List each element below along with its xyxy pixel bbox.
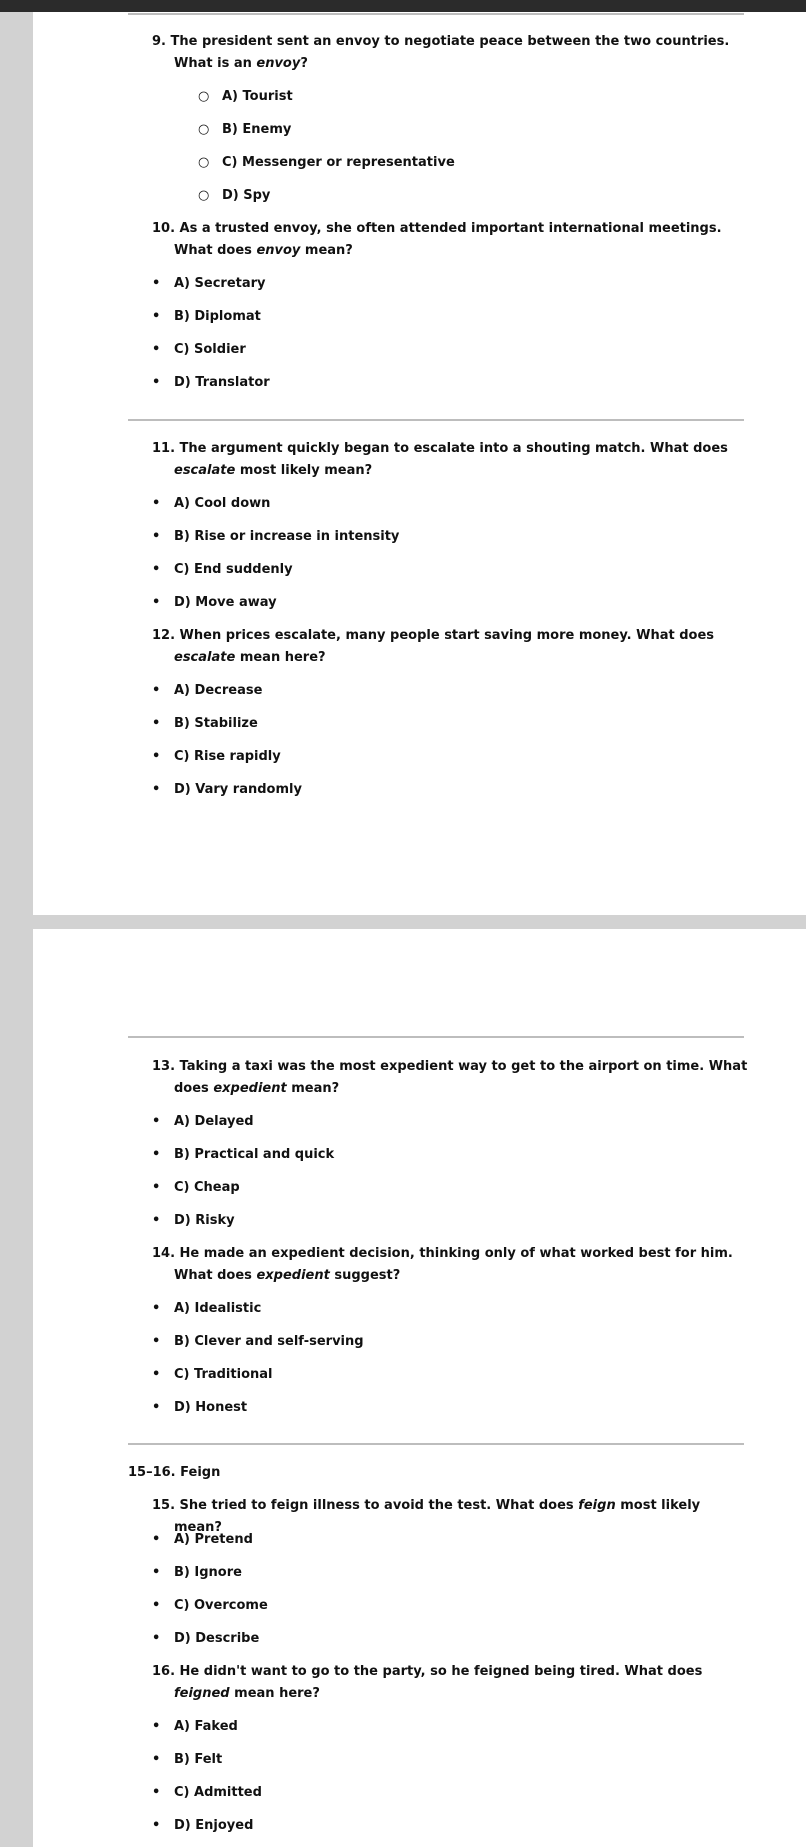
section-heading: 15–16. Feign: [128, 1465, 221, 1480]
option-15b[interactable]: B) Ignore: [174, 1565, 242, 1580]
option-10a[interactable]: A) Secretary: [174, 276, 266, 291]
disc-bullet-icon: •: [152, 1114, 161, 1129]
option-9d[interactable]: D) Spy: [222, 188, 271, 203]
question-13: 13. Taking a taxi was the most expedient way to get to the airport on time. What does expedient mean?: [152, 1059, 748, 1096]
disc-bullet-icon: •: [152, 1334, 161, 1349]
option-9c[interactable]: C) Messenger or representative: [222, 155, 455, 170]
question-14: 14. He made an expedient decision, thinking only of what worked best for him. What does expedient suggest?: [152, 1246, 733, 1283]
option-12a[interactable]: A) Decrease: [174, 683, 263, 698]
divider: [128, 1036, 744, 1038]
disc-bullet-icon: •: [152, 1213, 161, 1228]
disc-bullet-icon: •: [152, 1147, 161, 1162]
disc-bullet-icon: •: [152, 309, 161, 324]
question-9: 9. The president sent an envoy to negotiate peace between the two countries. What is an envoy?: [152, 34, 730, 71]
option-14a[interactable]: A) Idealistic: [174, 1301, 262, 1316]
option-14d[interactable]: D) Honest: [174, 1400, 248, 1415]
option-13d[interactable]: D) Risky: [174, 1213, 235, 1228]
option-16d[interactable]: D) Enjoyed: [174, 1818, 254, 1833]
disc-bullet-icon: •: [152, 1785, 161, 1800]
window-top-bar: [0, 0, 806, 12]
option-12d[interactable]: D) Vary randomly: [174, 782, 302, 797]
option-10b[interactable]: B) Diplomat: [174, 309, 261, 324]
question-16: 16. He didn't want to go to the party, so he feigned being tired. What does feigned mean here?: [152, 1664, 703, 1701]
disc-bullet-icon: •: [152, 1598, 161, 1613]
option-10d[interactable]: D) Translator: [174, 375, 270, 390]
option-9b[interactable]: B) Enemy: [222, 122, 292, 137]
question-12: 12. When prices escalate, many people start saving more money. What does escalate mean here?: [152, 628, 715, 665]
option-16a[interactable]: A) Faked: [174, 1719, 238, 1734]
circle-bullet-icon: ○: [198, 89, 210, 104]
circle-bullet-icon: ○: [198, 155, 210, 170]
disc-bullet-icon: •: [152, 1367, 161, 1382]
option-10c[interactable]: C) Soldier: [174, 342, 246, 357]
option-11c[interactable]: C) End suddenly: [174, 562, 293, 577]
option-15d[interactable]: D) Describe: [174, 1631, 260, 1646]
question-11: 11. The argument quickly began to escalate into a shouting match. What does escalate most likely mean?: [152, 441, 728, 478]
option-15c[interactable]: C) Overcome: [174, 1598, 268, 1613]
disc-bullet-icon: •: [152, 342, 161, 357]
divider: [128, 1443, 744, 1445]
disc-bullet-icon: •: [152, 529, 161, 544]
divider: [128, 13, 744, 15]
disc-bullet-icon: •: [152, 1818, 161, 1833]
question-15: 15. She tried to feign illness to avoid the test. What does feign most likely mean?: [152, 1498, 701, 1535]
disc-bullet-icon: •: [152, 716, 161, 731]
option-13b[interactable]: B) Practical and quick: [174, 1147, 335, 1162]
disc-bullet-icon: •: [152, 1180, 161, 1195]
disc-bullet-icon: •: [152, 782, 161, 797]
question-10: 10. As a trusted envoy, she often attended important international meetings. What does envoy mean?: [152, 221, 722, 258]
option-11d[interactable]: D) Move away: [174, 595, 277, 610]
option-9a[interactable]: A) Tourist: [222, 89, 293, 104]
disc-bullet-icon: •: [152, 1752, 161, 1767]
option-13c[interactable]: C) Cheap: [174, 1180, 240, 1195]
option-16b[interactable]: B) Felt: [174, 1752, 223, 1767]
option-11b[interactable]: B) Rise or increase in intensity: [174, 529, 400, 544]
disc-bullet-icon: •: [152, 375, 161, 390]
option-11a[interactable]: A) Cool down: [174, 496, 271, 511]
divider: [128, 419, 744, 421]
disc-bullet-icon: •: [152, 683, 161, 698]
circle-bullet-icon: ○: [198, 188, 210, 203]
option-14b[interactable]: B) Clever and self-serving: [174, 1334, 364, 1349]
disc-bullet-icon: •: [152, 562, 161, 577]
option-13a[interactable]: A) Delayed: [174, 1114, 254, 1129]
disc-bullet-icon: •: [152, 1532, 161, 1547]
circle-bullet-icon: ○: [198, 122, 210, 137]
option-12c[interactable]: C) Rise rapidly: [174, 749, 281, 764]
disc-bullet-icon: •: [152, 496, 161, 511]
disc-bullet-icon: •: [152, 1719, 161, 1734]
disc-bullet-icon: •: [152, 1400, 161, 1415]
disc-bullet-icon: •: [152, 1301, 161, 1316]
disc-bullet-icon: •: [152, 276, 161, 291]
option-14c[interactable]: C) Traditional: [174, 1367, 273, 1382]
disc-bullet-icon: •: [152, 749, 161, 764]
disc-bullet-icon: •: [152, 1565, 161, 1580]
option-12b[interactable]: B) Stabilize: [174, 716, 258, 731]
option-16c[interactable]: C) Admitted: [174, 1785, 262, 1800]
disc-bullet-icon: •: [152, 1631, 161, 1646]
option-15a[interactable]: A) Pretend: [174, 1532, 253, 1547]
disc-bullet-icon: •: [152, 595, 161, 610]
